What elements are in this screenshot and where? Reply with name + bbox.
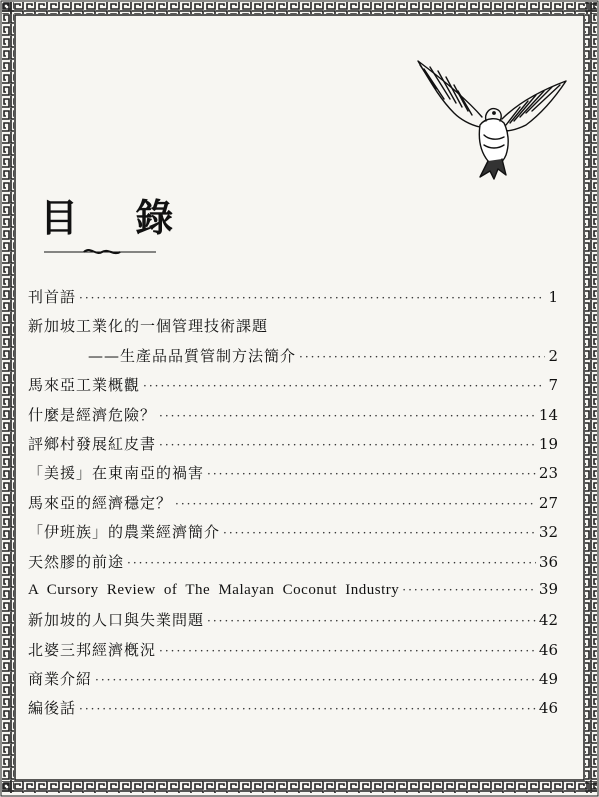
toc-entry-page: 23	[538, 464, 558, 483]
dot-leader	[223, 526, 536, 540]
toc-entry	[28, 433, 558, 462]
toc-entry	[28, 551, 558, 580]
toc-entry-page: 46	[538, 640, 558, 659]
toc-entry-page: 27	[538, 493, 558, 512]
dot-leader	[79, 291, 545, 305]
toc-entry-title: 什麼是經濟危險？	[28, 405, 157, 424]
toc-entry-page: 1	[548, 288, 558, 306]
toc-entry	[28, 639, 558, 668]
toc-entry-page: 42	[538, 611, 558, 630]
toc-entry	[28, 609, 558, 638]
toc-entry	[28, 697, 558, 726]
toc-entry-page: 39	[538, 579, 558, 598]
toc-entry-title: 「美援」在東南亞的禍害	[28, 464, 205, 483]
toc-entry	[28, 315, 558, 344]
toc-entry-title: 馬來亞的經濟穩定？	[28, 493, 173, 512]
toc-entry-title: 「伊班族」的農業經濟簡介	[28, 523, 221, 542]
dot-leader	[79, 702, 536, 716]
toc-entry-page: 46	[538, 699, 558, 718]
toc-entry	[28, 580, 558, 609]
toc-entry-title: 天然膠的前途	[28, 552, 125, 571]
toc-entry-page: 49	[538, 670, 558, 689]
table-of-contents	[28, 286, 558, 727]
toc-entry-title: 新加坡工業化的一個管理技術課題	[28, 317, 269, 336]
toc-entry-page: 36	[538, 552, 558, 571]
dot-leader	[299, 350, 545, 364]
dot-leader	[159, 644, 536, 658]
toc-entry-title: ——生產品品質管制方法簡介	[88, 346, 297, 365]
dot-leader	[159, 438, 536, 452]
toc-entry-page: 7	[548, 376, 558, 395]
toc-entry-title: 馬來亞工業概觀	[28, 376, 141, 395]
dot-leader	[143, 379, 545, 393]
toc-entry-title: 刊首語	[28, 288, 77, 306]
toc-entry	[28, 286, 558, 315]
toc-entry-page: 19	[538, 434, 558, 453]
toc-entry	[28, 374, 558, 403]
toc-entry-title: A Cursory Review of The Malayan Coconut Industry	[28, 581, 400, 598]
toc-entry	[28, 521, 558, 550]
toc-entry	[28, 345, 558, 374]
dove-illustration	[410, 55, 570, 180]
dot-leader	[127, 556, 536, 570]
toc-entry-page: 14	[538, 405, 558, 424]
title-underline-ornament	[44, 246, 156, 256]
toc-entry	[28, 404, 558, 433]
toc-entry-title: 編後話	[28, 699, 77, 718]
toc-entry	[28, 492, 558, 521]
page-title: 目 錄	[40, 196, 196, 240]
toc-entry-title: 新加坡的人口與失業問題	[28, 611, 205, 630]
toc-entry	[28, 462, 558, 491]
dot-leader	[207, 467, 536, 481]
toc-entry-title: 評鄉村發展紅皮書	[28, 434, 157, 453]
dot-leader	[175, 497, 536, 511]
dot-leader	[95, 673, 536, 687]
dot-leader	[207, 614, 536, 628]
toc-entry-page: 2	[548, 346, 558, 365]
toc-entry-title: 北婆三邦經濟槪況	[28, 640, 157, 659]
toc-entry-page: 32	[538, 523, 558, 542]
toc-entry-title: 商業介紹	[28, 670, 93, 689]
toc-entry	[28, 668, 558, 697]
dot-leader	[159, 409, 536, 423]
dot-leader	[402, 583, 536, 597]
